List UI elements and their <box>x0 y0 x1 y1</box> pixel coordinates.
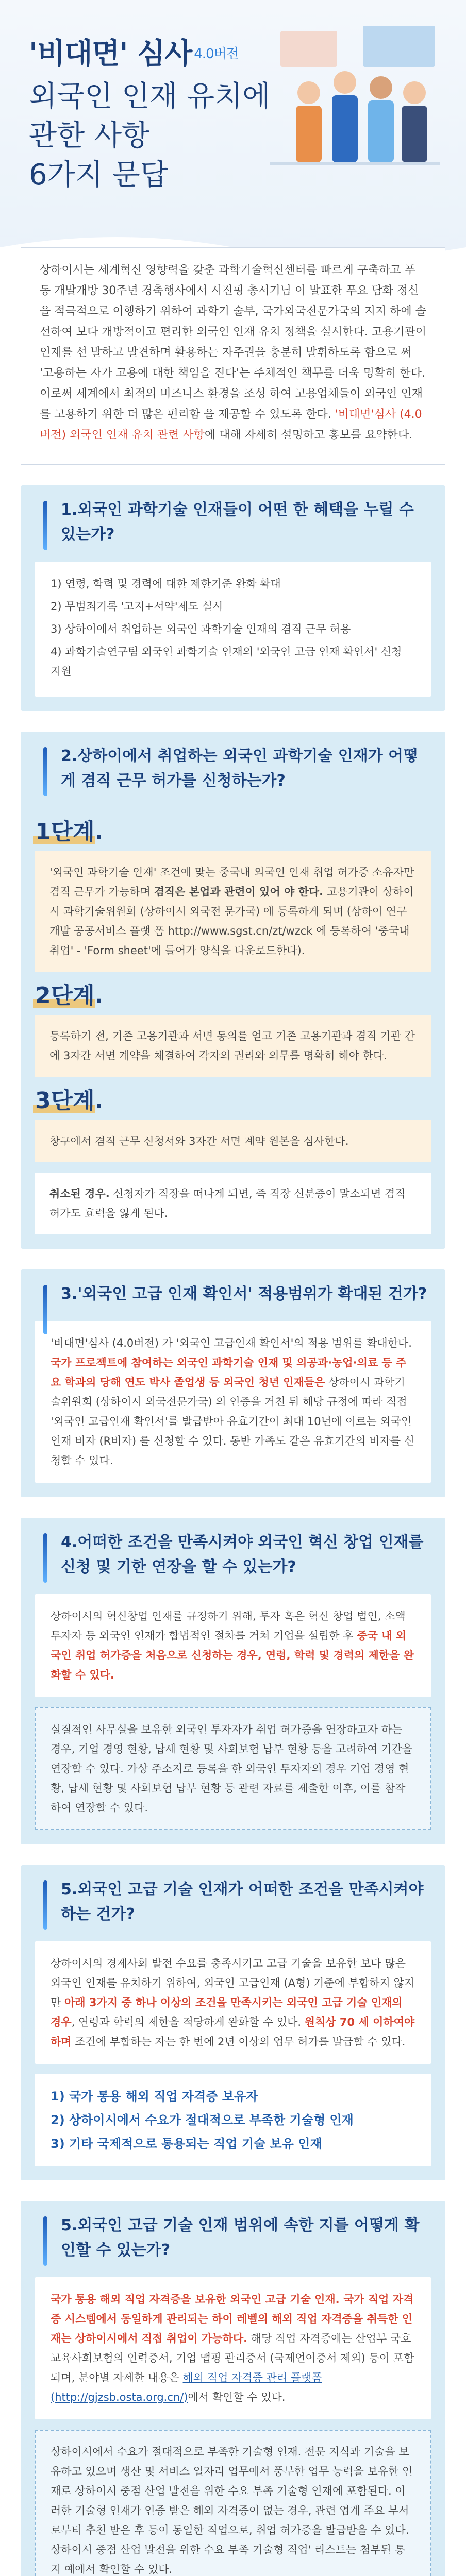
section-q3-header <box>21 1269 445 1321</box>
intro-text <box>21 247 445 465</box>
step-3-label: 3단계. <box>35 1088 104 1114</box>
list-item: 4) 과학기술연구팀 외국인 과학기술 인재의 '외국인 고급 인재 확인서' 신청 지원 <box>51 646 402 677</box>
section-q5-body <box>35 1941 431 2064</box>
list-item: 3) 기타 국제적으로 통용되는 직업 기술 보유 인재 <box>51 2137 322 2151</box>
accent-bar <box>43 747 47 796</box>
q6-p1-d: 에서 확인할 수 있다. <box>188 2391 286 2403</box>
section-q3-body <box>35 1321 431 1483</box>
people-illustration <box>260 21 445 196</box>
section-q6 <box>21 2201 445 2576</box>
version-tag: 4.0버전 <box>194 46 239 62</box>
step-1-text-b: 겸직은 본업과 관련이 있어 야 한다. <box>154 886 324 898</box>
subtitle-line-2: 관한 사항 <box>29 119 150 152</box>
section-q1-header <box>21 485 445 562</box>
section-q6-p1 <box>35 2277 431 2419</box>
note-text: 신청자가 직장을 떠나게 되면, 즉 직장 신분증이 말소되면 겸직 허가도 효력을 잃게 된다. <box>49 1188 406 1219</box>
step-1-text-a: '외국인 과학기술 인재' 조건에 맞는 중국내 외국인 인재 취업 허가증 소유자만 겸직 근무가 가능하며 <box>49 866 414 898</box>
credential-platform-link[interactable]: 해외 직업 자격증 관리 플랫폼 (http://gjzsb.osta.org.cn/) <box>51 2371 322 2403</box>
step-3-title <box>35 1082 431 1115</box>
question-title: 5.외국인 고급 기술 인재가 어떠한 조건을 만족시켜야 하는 건가? <box>61 1880 424 1923</box>
accent-bar <box>43 1880 47 1930</box>
q5-text-c: , 연령과 학력의 제한을 적당하게 완화할 수 있다. <box>71 2016 305 2028</box>
step-2-text: 등록하기 전, 기존 고용기관과 서면 동의를 얻고 기존 고용기관과 겸직 기관 간에 3자간 서면 계약을 체결하여 각자의 권리와 의무를 명확히 해야 한다. <box>49 1030 415 1062</box>
q4-text-a: 상하이시의 혁신창업 인재를 규정하기 위해, 투자 혹은 혁신 창업 법인, 소액 투자자 등 외국인 인재가 합법적인 절차를 거쳐 기업을 설립한 후 <box>51 1610 406 1642</box>
q5-condition-list <box>35 2074 431 2166</box>
page-title <box>29 31 239 72</box>
subtitle-line-3: 6가지 문답 <box>29 158 168 192</box>
step-2-label: 2단계. <box>35 982 104 1009</box>
q5-text-a: 상하이시의 경제사회 발전 수요를 충족시키고 고급 기술을 보유한 보다 많은 외국인 인재를 유치하기 위하여, 외국인 고급인재 (A형) 기준에 부합하지 않지만 <box>51 1957 415 2009</box>
section-q5-header <box>21 1865 445 1941</box>
q5-text-b: 아래 3가지 중 하나 이상의 조건을 만족시키는 외국인 고급 기술 인재의 경우 <box>51 1996 403 2028</box>
step-2-title <box>35 977 431 1010</box>
step-3-box <box>35 1120 431 1162</box>
question-title: 4.어떠한 조건을 만족시켜야 외국인 혁신 창업 인재를 신청 및 기한 연장을 할 수 있는가? <box>61 1533 424 1576</box>
section-q4 <box>21 1518 445 1844</box>
list-item: 2) 상하이시에서 수요가 절대적으로 부족한 기술형 인재 <box>51 2113 354 2127</box>
section-q2-header <box>21 732 445 808</box>
question-title: 3.'외국인 고급 인재 확인서' 적용범위가 확대된 건가? <box>61 1285 427 1303</box>
step-1-label: 1단계. <box>35 819 104 845</box>
section-q2 <box>21 732 445 1249</box>
header-banner <box>0 0 466 268</box>
section-q5 <box>21 1865 445 2180</box>
section-q6-p2 <box>35 2430 431 2576</box>
list-item: 1) 국가 통용 해외 직업 자격증 보유자 <box>51 2089 258 2104</box>
accent-bar <box>43 2216 47 2266</box>
step-1-text-c: 고용기관이 상하이시 과학기술위원회 (상하이시 외국전 문가국) 에 등록하게 되며 (상하이 연구개발 공공서비스 플랫 폼 http://www.sgst.cn/zt/wzck 에 등록하여 '중국내 취업' - 'Form sheet'에 들어가 양식을 다운로드한다). <box>49 886 414 957</box>
benefit-list <box>51 574 415 681</box>
accent-bar <box>43 1285 47 1334</box>
q6-p1-b: 해당 직업 자격증에는 산업부 국호 교육사회보험의 인력증서, 기업 맵핑 관리증서 (국제언어증서 제외) 등이 포함되며, 분야별 자세한 내용은 <box>51 2332 414 2384</box>
note-label: 취소된 경우. <box>49 1188 110 1200</box>
q4-box-text-b: 등 관련 자료를 제출한 이후, 이를 참작하여 연장할 수 있다. <box>51 1782 406 1814</box>
q6-p2-a: 상하이시에서 수요가 절대적으로 부족한 기술형 인재. <box>51 2446 302 2458</box>
q3-text-a: '비대면'심사 (4.0버전) 가 '외국인 고급인재 확인서'의 적용 범위를 확대한다. <box>51 1337 412 1349</box>
intro-highlight: '비대면'심사 (4.0버전) 외국인 인재 유치 관련 사항 <box>40 408 422 442</box>
intro-tail: 에 대해 자세히 설명하고 홍보를 요약한다. <box>204 429 413 442</box>
section-q4-header <box>21 1518 445 1594</box>
title-main: '비대면' 심사 <box>29 37 192 71</box>
subtitle-line-1: 외국인 인재 유치에 <box>29 80 271 113</box>
q5-text-d: 원칙상 70 세 이하여야 하며 <box>51 2016 415 2048</box>
section-q6-header <box>21 2201 445 2277</box>
page-subtitle <box>29 77 270 195</box>
step-1-title <box>35 813 431 846</box>
accent-bar <box>43 1533 47 1583</box>
intro-body: 상하이시는 세계혁신 영향력을 갖춘 과학기술혁신센터를 빠르게 구축하고 푸동 개발개방 30주년 경축행사에서 시진핑 총서기님 이 발표한 푸요 담화 정신을 적극적으로 이행하기 위하여 과학기 술부, 국가외국전문가국의 지지 하에 솔선하여 보다 개방적이고 편리한 외국인 인재 유치 정책을 실시한다. 고용기관이 인재를 선 발하고 발견하며 활용하는 자주권을 충분히 발휘하도록 함으로 써 '고용하는 자가 고용에 대한 책임을 진다'는 주체적인 책무를 더욱 명확히 한다. 이로써 세계에서 최적의 비즈니스 환경을 조성 하여 고용업체들이 외국인 인재를 고용하기 위한 더 많은 편리함 을 제공할 수 있도록 한다. <box>40 264 426 421</box>
q6-p2-c: 상하이시 중점 산업 발전을 위한 수요 부족 기술형 인재에 포함된다. 이러한 기술형 인재가 인증 받은 해외 자격증이 없는 경우, 관련 업계 주요 부서로부터 추천 받은 후 <box>51 2485 409 2536</box>
list-item: 2) 무범죄기록 '고지+서약'제도 실시 <box>51 600 223 613</box>
cancellation-note <box>35 1173 431 1234</box>
q4-dashed-box <box>35 1707 431 1830</box>
q3-text-c: 상하이시 과학기술위원회 (상하이시 외국전문가국) 의 인증을 거친 뒤 해당 규정에 따라 직접 '외국인 고급인재 확인서'를 발급받아 유효기간이 최대 10년에 이르는 외국인 인재 비자 (R비자) 를 신청할 수 있다. 동반 가족도 같은 유효기간의 비자를 신청할 수 있다. <box>51 1376 415 1467</box>
list-item: 3) 상하이에서 취업하는 외국인 과학기술 인재의 겸직 근무 허용 <box>51 623 351 635</box>
question-title: 2.상하이에서 취업하는 외국인 과학기술 인재가 어떻게 겸직 근무 허가를 신청하는가? <box>61 747 419 790</box>
q3-text-b: 국가 프로젝트에 참여하는 외국인 과학기술 인재 및 의공과·농업·의료 등 주요 학과의 당해 연도 박사 졸업생 등 외국인 청년 인재들은 <box>51 1357 407 1388</box>
q5-text-e: 조건에 부합하는 자는 한 번에 2년 이상의 업무 허가를 발급할 수 있다. <box>71 2036 406 2048</box>
step-2-box <box>35 1015 431 1077</box>
q6-p2-d: 등이 동일한 직업으로, 취업 허가증을 발급받을 수 있다. 상하이시 중점 산업 발전을 위한 수요 부족 기술형 직업' 리스트는 첨부된 통지 예에서 확인할 수 있다. <box>51 2524 409 2575</box>
q4-box-text-a: 실질적인 사무실을 보유한 외국인 투자자가 취업 허가증을 연장하고자 하는 경우, 기업 경영 현황, 납세 현황 및 사회보험 납부 현황 등을 고려하여 기간을 연장할 수 있다. 가상 주소지로 등록을 한 외국인 투자자의 경우 기업 경영 현황, 납세 현황 및 사회보험 납부 현황 <box>51 1723 413 1794</box>
q6-p1-a: 국가 통용 해외 직업 자격증을 보유한 외국인 고급 기술 인재. 국가 직업 자격증 시스템에서 동일하게 관리되는 하이 레벨의 해외 직업 자격증을 취득한 인재는 상하이시에서 직접 취업이 가능하다. <box>51 2293 414 2345</box>
step-3-text: 창구에서 겸직 근무 신청서와 3자간 서면 계약 원본을 심사한다. <box>49 1135 349 1147</box>
list-item: 1) 연령, 학력 및 경력에 대한 제한기준 완화 확대 <box>51 578 281 590</box>
q4-text-b: 중국 내 외국인 취업 허가증을 처음으로 신청하는 경우, 연령, 학력 및 경력의 제한을 완화할 수 있다. <box>51 1630 414 1681</box>
question-title: 1.외국인 과학기술 인재들이 어떤 한 혜택을 누릴 수 있는가? <box>61 501 414 544</box>
accent-bar <box>43 501 47 550</box>
step-1-box <box>35 851 431 972</box>
section-q1-body <box>35 562 431 697</box>
section-q1 <box>21 485 445 711</box>
section-q4-body <box>35 1594 431 1697</box>
section-q3 <box>21 1269 445 1497</box>
question-title: 5.외국인 고급 기술 인재 범위에 속한 지를 어떻게 확인할 수 있는가? <box>61 2216 420 2259</box>
q6-p2-b: 전문 지식과 기술을 보유하고 있으며 생산 및 서비스 일자리 업무에서 풍부한 업무 능력을 보유한 인재로 <box>51 2446 413 2497</box>
